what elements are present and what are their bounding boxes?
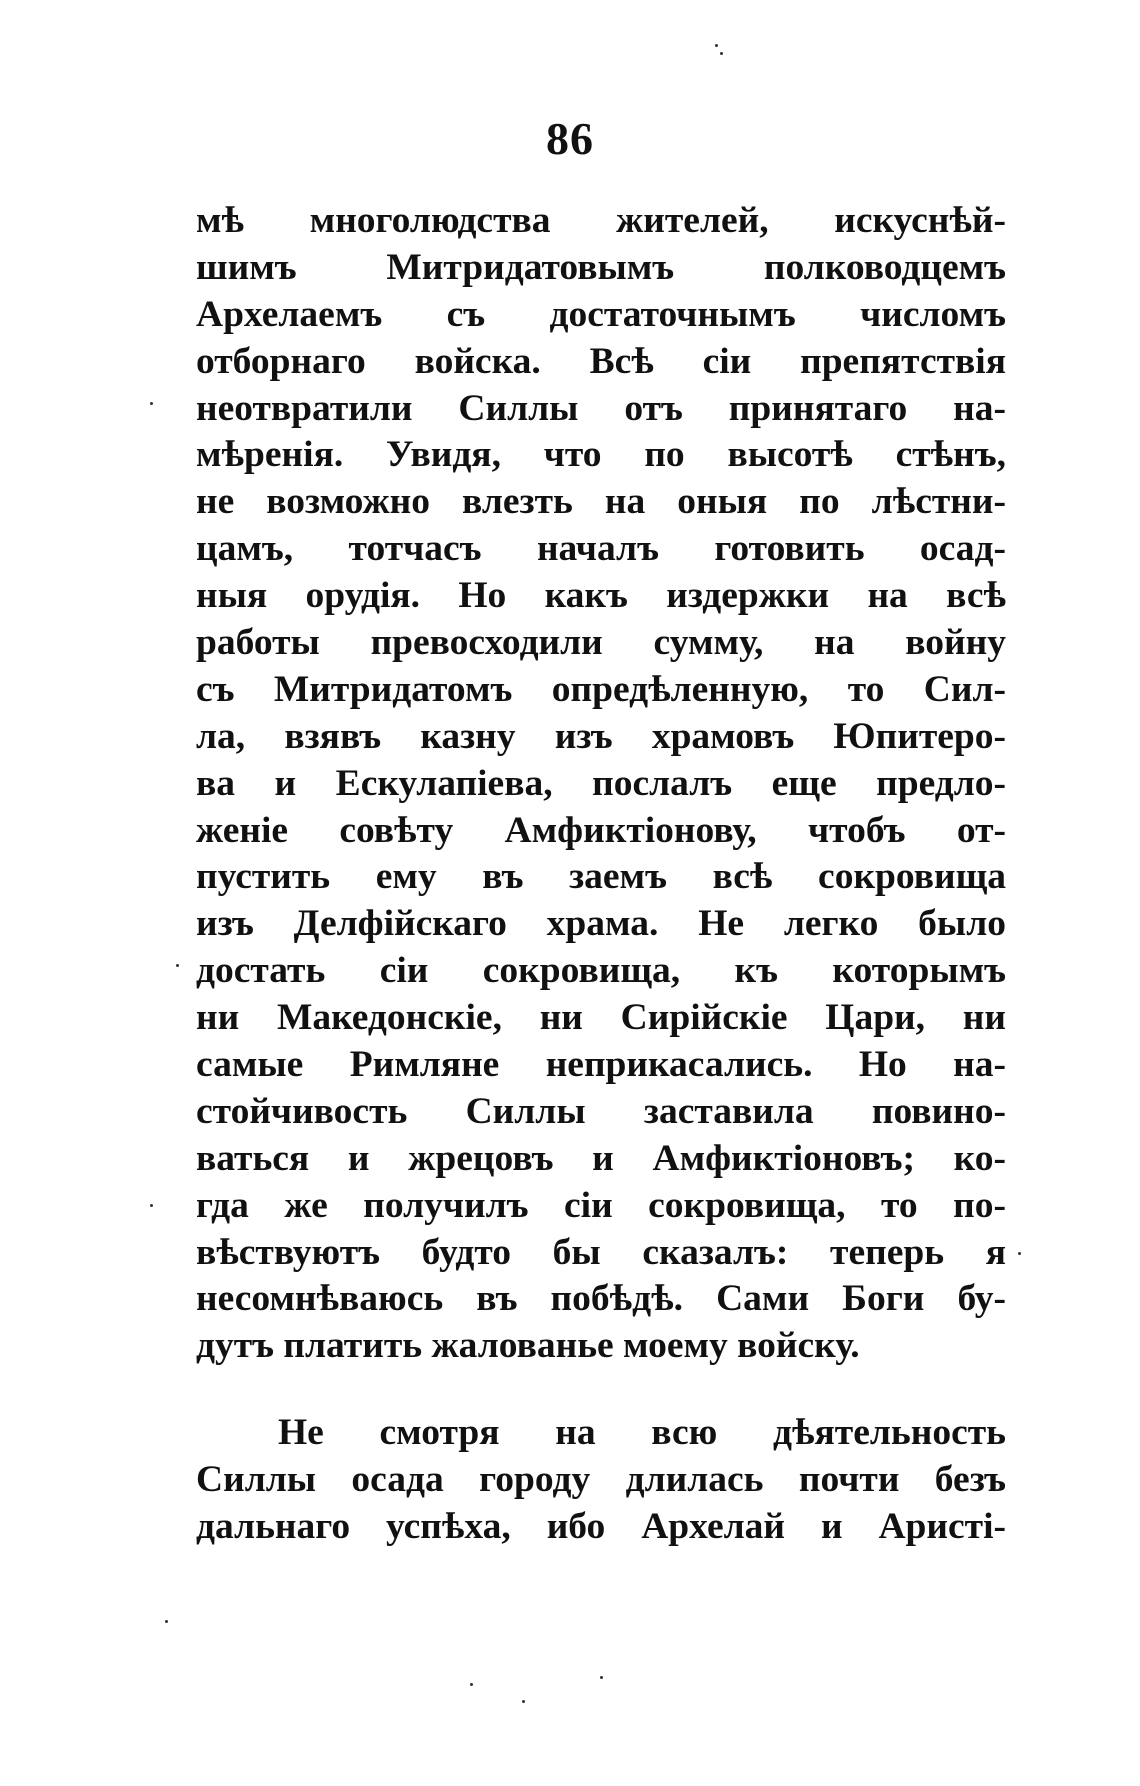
text-line: пустить ему въ заемъ всѣ сокровища [196,856,1006,898]
text-line: несомнѣваюсь въ побѣдѣ. Сами Боги бу- [196,1278,1006,1320]
text-line: работы превосходили сумму, на войну [196,622,1006,664]
scan-speck [150,1204,153,1207]
text-line: дутъ платить жалованье моему войску. [196,1325,860,1367]
scan-speck [715,44,718,47]
scan-speck [176,964,179,967]
text-line: Силлы осада городу длилась почти безъ [196,1458,1006,1500]
text-line: стойчивость Силлы заставила повино- [196,1090,1006,1132]
page-number: 86 [546,113,594,164]
scan-speck [720,52,723,55]
scan-speck [165,1620,168,1623]
text-line: женіе совѣту Амфиктіонову, чтобъ от- [196,809,1006,851]
text-line: дальнаго успѣха, ибо Архелай и Аристі- [196,1505,1006,1547]
scan-speck [1018,1252,1021,1255]
scan-speck [522,1700,525,1703]
text-line: не возможно влезть на оныя по лѣстни- [196,481,1006,523]
text-line: самые Римляне неприкасались. Но на- [196,1044,1006,1086]
scan-speck [600,1676,603,1679]
text-line: неотвратили Силлы отъ принятаго на- [196,387,1006,429]
text-line: вѣствуютъ будто бы сказалъ: теперь я [196,1231,1006,1273]
text-line: отборнаго войска. Всѣ сіи препятствія [196,340,1006,382]
scan-speck [470,1683,473,1686]
paragraph-1 [196,198,1006,1370]
text-line: шимъ Митридатовымъ полководцемъ [196,246,1006,288]
text-line: ваться и жрецовъ и Амфиктіоновъ; ко- [196,1137,1006,1179]
text-line: изъ Делфійскаго храма. Не легко было [196,903,1006,945]
text-line: ныя орудія. Но какъ издержки на всѣ [196,575,1006,617]
text-line: Не смотря на всю дѣятельность [278,1412,1006,1453]
text-line: ни Македонскіе, ни Сирійскіе Цари, ни [196,997,1006,1039]
scan-speck [150,402,153,405]
text-line: мѣ многолюдства жителей, искуснѣй- [196,200,1006,241]
text-line: съ Митридатомъ опредѣленную, то Сил- [196,668,1006,710]
text-line: Архелаемъ съ достаточнымъ числомъ [196,293,1006,335]
text-line: гда же получилъ сіи сокровища, то по- [196,1184,1006,1226]
text-line: мѣренія. Увидя, что по высотѣ стѣнъ, [196,434,1006,476]
text-line: ла, взявъ казну изъ храмовъ Юпитеро- [196,715,1006,757]
text-line: цамъ, тотчасъ началъ готовить осад- [196,528,1006,570]
text-line: достать сіи сокровища, къ которымъ [196,950,1006,992]
text-line: ва и Ескулапіева, послалъ еще предло- [196,762,1006,804]
paragraph-2 [196,1410,1006,1551]
